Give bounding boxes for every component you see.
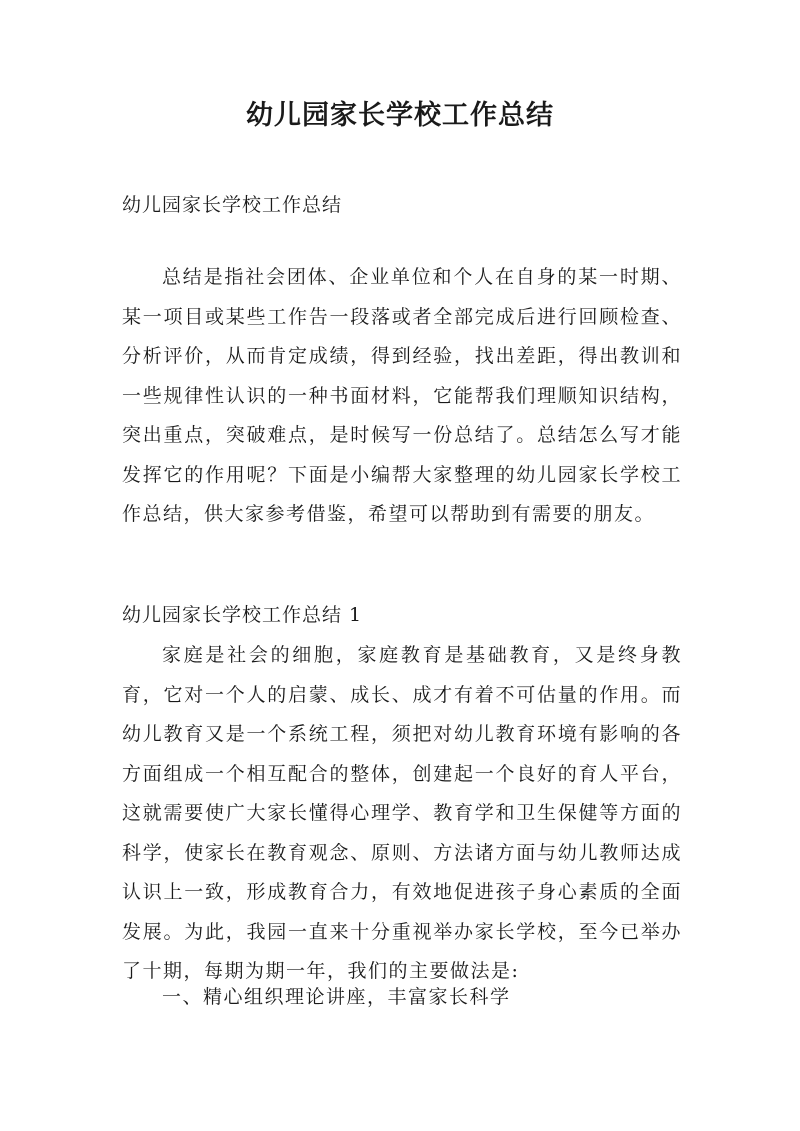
section-paragraph: 家庭是社会的细胞，家庭教育是基础教育，又是终身教育，它对一个人的启蒙、成长、成才有着不可估量的作用。而幼儿教育又是一个系统工程，须把对幼儿教育环境有影响的各方面组成一个相互配合的整体，创建起一个良好的育人平台，这就需要使广大家长懂得心理学、教育学和卫生保健等方面的科学，使家长在教育观念、原则、方法诸方面与幼儿教师达成认识上一致，形成教育合力，有效地促进孩子身心素质的全面发展。为此，我园一直来十分重视举办家长学校，至今已举办了十期，每期为期一年，我们的主要做法是: xyxy=(122,644,682,982)
section-point-heading: 一、精心组织理论讲座，丰富家长科学 xyxy=(162,986,511,1008)
document-subtitle: 幼儿园家长学校工作总结 xyxy=(122,194,343,216)
intro-paragraph: 总结是指社会团体、企业单位和个人在自身的某一时期、某一项目或某些工作告一段落或者全部完成后进行回顾检查、分析评价，从而肯定成绩，得到经验，找出差距，得出教训和一些规律性认识的一种书面材料，它能帮我们理顺知识结构，突出重点，突破难点，是时候写一份总结了。总结怎么写才能发挥它的作用呢？下面是小编帮大家整理的幼儿园家长学校工作总结，供大家参考借鉴，希望可以帮助到有需要的朋友。 xyxy=(122,266,682,525)
document-title: 幼儿园家长学校工作总结 xyxy=(246,100,554,131)
section-heading: 幼儿园家长学校工作总结 1 xyxy=(122,604,363,626)
